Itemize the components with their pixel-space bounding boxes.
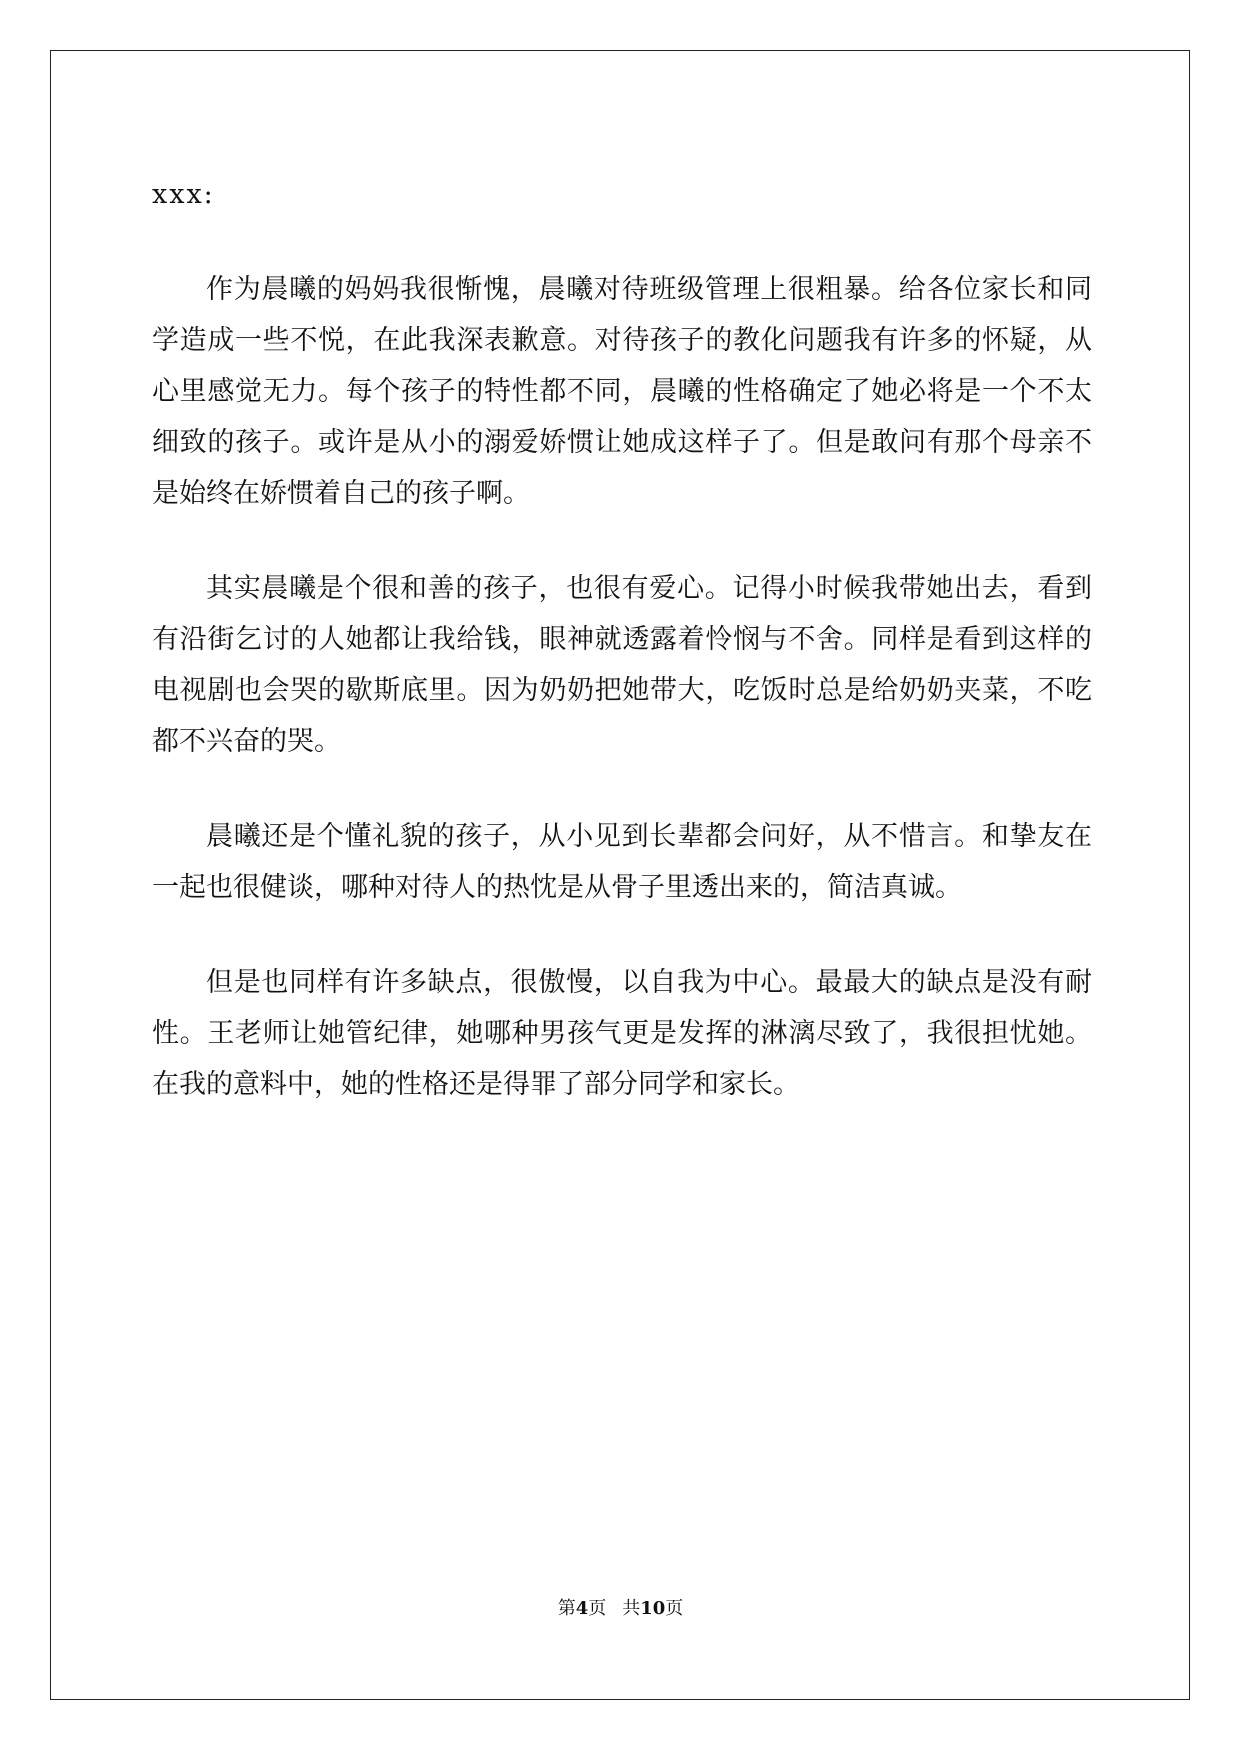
salutation: xxx: xyxy=(152,179,215,210)
paragraph-2: 其实晨曦是个很和善的孩子，也很有爱心。记得小时候我带她出去，看到有沿街乞讨的人她都让我给钱，眼神就透露着怜悯与不舍。同样是看到这样的电视剧也会哭的歇斯底里。因为奶奶把她带大，吃饭时总是给奶奶夹菜，不吃都不兴奋的哭。 xyxy=(152,573,1092,757)
total-pages: 10 xyxy=(640,1598,666,1619)
document-body xyxy=(152,170,1092,1154)
total-label-suffix: 页 xyxy=(665,1598,684,1619)
page-footer xyxy=(0,1597,1241,1621)
total-label-prefix: 共 xyxy=(622,1598,641,1619)
paragraph-3: 晨曦还是个懂礼貌的孩子，从小见到长辈都会问好，从不惜言。和挚友在一起也很健谈，哪种对待人的热忱是从骨子里透出来的，简洁真诚。 xyxy=(152,821,1092,903)
paragraph-1: 作为晨曦的妈妈我很惭愧，晨曦对待班级管理上很粗暴。给各位家长和同学造成一些不悦，在此我深表歉意。对待孩子的教化问题我有许多的怀疑，从心里感觉无力。每个孩子的特性都不同，晨曦的性格确定了她必将是一个不太细致的孩子。或许是从小的溺爱娇惯让她成这样子了。但是敢问有那个母亲不是始终在娇惯着自己的孩子啊。 xyxy=(152,274,1092,509)
page-label-prefix: 第 xyxy=(557,1598,576,1619)
page-number: 4 xyxy=(575,1598,589,1619)
page-label-suffix: 页 xyxy=(588,1598,607,1619)
paragraph-4: 但是也同样有许多缺点，很傲慢，以自我为中心。最最大的缺点是没有耐性。王老师让她管纪律，她哪种男孩气更是发挥的淋漓尽致了，我很担忧她。在我的意料中，她的性格还是得罪了部分同学和家长。 xyxy=(152,967,1092,1100)
